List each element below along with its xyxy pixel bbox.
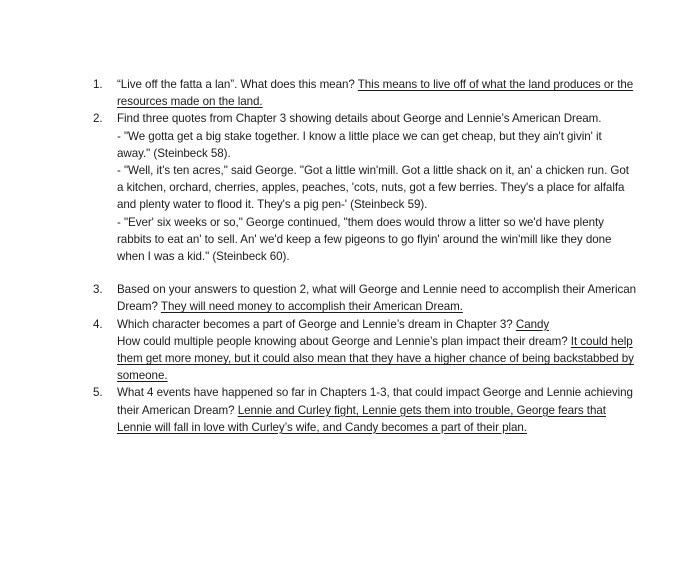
question-item-2	[93, 110, 638, 265]
question-number: 2.	[93, 112, 103, 126]
question-prompt: What 4 events have happened so far in Chapters 1-3, that could impact George and Lennie achieving their American Dream?	[117, 386, 633, 417]
quote-2: - "Well, it's ten acres," said George. "Got a little win'mill. Got a little shack on it, an' a chicken run. Got a kitchen, orchard, cherries, apples, peaches, 'cots, nuts, got a few berries. They's a place for alfalfa and plenty water to flood it. They's a pig pen-' (Steinbeck 59).	[117, 164, 629, 212]
answer-text: Lennie and Curley fight, Lennie gets them into trouble, George fears that Lennie will fall in love with Curley’s wife, and Candy becomes a part of their plan.	[117, 403, 606, 434]
question-list	[93, 76, 638, 436]
question-number: 1.	[93, 78, 103, 91]
question-prompt-2: How could multiple people knowing about George and Lennie’s plan impact their dream?	[117, 334, 568, 348]
answer-text-2: It could help them get more money, but it could also mean that they have a higher chance of being backstabbed by someone.	[117, 334, 634, 383]
question-prompt: Based on your answers to question 2, what will George and Lennie need to accomplish their American Dream?	[117, 283, 637, 314]
quote-3: - "Ever' six weeks or so," George continued, "them does would throw a litter so we'd have plenty rabbits to eat an' to sell. An' we'd keep a few pigeons to go flyin' around the win'mill like they done when I was a kid." (Steinbeck 60).	[117, 215, 612, 264]
answer-text: They will need money to accomplish their American Dream.	[160, 300, 463, 314]
question-number: 3.	[93, 283, 103, 297]
quote-1: - "We gotta get a big stake together. I know a little place we can get cheap, but they ain't givin' it away." (Steinbeck 58).	[117, 129, 602, 160]
question-item-1	[93, 76, 638, 110]
question-number: 4.	[93, 317, 103, 331]
question-prompt: Which character becomes a part of George and Lennie’s dream in Chapter 3?	[117, 317, 513, 331]
question-item-5	[93, 384, 638, 436]
question-item-3	[93, 281, 638, 315]
question-prompt: Find three quotes from Chapter 3 showing details about George and Lennie’s American Dream.	[117, 112, 602, 126]
answer-text: This means to live off of what the land produces or the resources made on the land.	[117, 78, 634, 109]
spacer	[93, 265, 638, 281]
question-item-4	[93, 316, 638, 385]
question-prompt: “Live off the fatta a lan”. What does this mean?	[117, 78, 355, 91]
question-number: 5.	[93, 386, 103, 400]
answer-text: Candy	[515, 317, 550, 331]
